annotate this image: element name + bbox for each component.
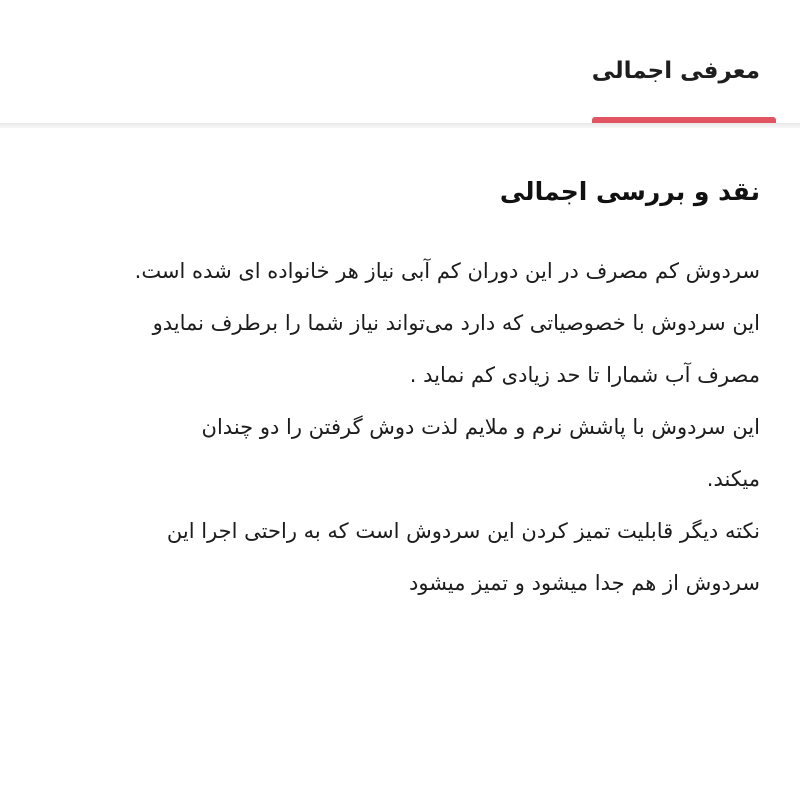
- review-line: سردوش از هم جدا میشود و تمیز میشود: [409, 571, 760, 595]
- review-line: سردوش کم مصرف در این دوران کم آبی نیاز هر خانواده ای شده است.: [134, 259, 760, 283]
- review-line: این سردوش با پاشش نرم و ملایم لذت دوش گرفتن را دو چندان: [201, 415, 760, 439]
- tab-bar: [0, 0, 800, 126]
- review-line: مصرف آب شمارا تا حد زیادی کم نماید .: [409, 363, 760, 387]
- tab-overview[interactable]: [590, 0, 776, 126]
- review-line: میکند.: [706, 467, 760, 491]
- tab-overview-label: معرفی اجمالی: [591, 58, 760, 84]
- review-body: [38, 245, 760, 609]
- review-line: نکته دیگر قابلیت تمیز کردن این سردوش است که به راحتی اجرا این: [166, 519, 760, 543]
- review-section: [38, 128, 760, 609]
- review-line: این سردوش با خصوصیاتی که دارد می‌تواند نیاز شما را برطرف نمایدو: [152, 311, 760, 335]
- review-title: نقد و بررسی اجمالی: [499, 177, 760, 206]
